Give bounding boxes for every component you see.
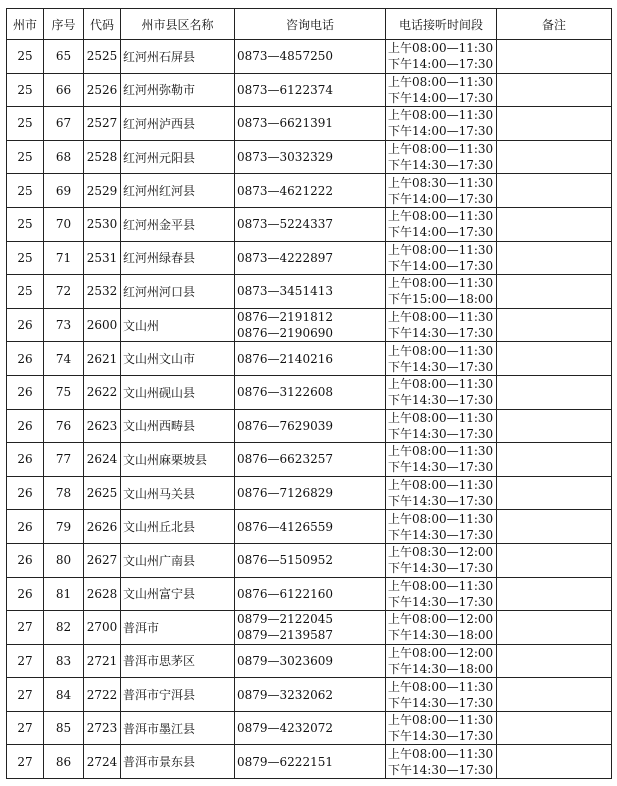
- cell-hours: [386, 241, 497, 275]
- cell-code: 2721: [84, 644, 121, 678]
- table-row: [7, 308, 612, 342]
- cell-name: 红河州红河县: [121, 174, 235, 208]
- cell-hours: [386, 409, 497, 443]
- hours-line: 上午08:00—12:00: [388, 645, 494, 660]
- cell-hours: [386, 476, 497, 510]
- cell-zhou: 26: [7, 543, 44, 577]
- phone-number: 0879—4232072: [237, 721, 333, 736]
- cell-hours: [386, 543, 497, 577]
- header-hours: 电话接听时间段: [386, 9, 497, 40]
- cell-seq: 84: [44, 678, 84, 712]
- cell-hours: [386, 140, 497, 174]
- cell-zhou: 25: [7, 73, 44, 107]
- cell-hours: [386, 40, 497, 74]
- phone-number: 0873—6621391: [237, 116, 333, 131]
- cell-hours: [386, 644, 497, 678]
- table-row: [7, 174, 612, 208]
- hours-line: 上午08:00—11:30: [388, 679, 494, 694]
- cell-zhou: 25: [7, 275, 44, 309]
- hours-line: 上午08:00—11:30: [388, 444, 494, 459]
- table-row: [7, 476, 612, 510]
- table-row: [7, 644, 612, 678]
- hours-line: 下午14:30—17:30: [388, 762, 494, 777]
- cell-note: [497, 443, 612, 477]
- cell-seq: 77: [44, 443, 84, 477]
- hours-line: 上午08:00—11:30: [388, 74, 494, 89]
- hours-line: 下午15:00—18:00: [388, 292, 494, 307]
- hours-line: 下午14:30—18:00: [388, 661, 494, 676]
- cell-name: 文山州麻栗坡县: [121, 443, 235, 477]
- hours-line: 下午14:30—17:30: [388, 594, 494, 609]
- cell-zhou: 25: [7, 174, 44, 208]
- cell-name: 文山州富宁县: [121, 577, 235, 611]
- table-row: [7, 73, 612, 107]
- table-row: [7, 275, 612, 309]
- phone-number: 0873—4857250: [237, 49, 333, 64]
- hours-line: 下午14:30—18:00: [388, 628, 494, 643]
- cell-zhou: 26: [7, 510, 44, 544]
- cell-phone: [235, 611, 386, 645]
- header-row: [7, 9, 612, 40]
- cell-note: [497, 611, 612, 645]
- cell-hours: [386, 745, 497, 779]
- cell-zhou: 26: [7, 476, 44, 510]
- cell-note: [497, 644, 612, 678]
- phone-number: 0876—4126559: [237, 519, 333, 534]
- cell-seq: 78: [44, 476, 84, 510]
- cell-code: 2623: [84, 409, 121, 443]
- cell-code: 2528: [84, 140, 121, 174]
- cell-zhou: 27: [7, 644, 44, 678]
- cell-name: 红河州元阳县: [121, 140, 235, 174]
- hours-line: 下午14:30—17:30: [388, 695, 494, 710]
- cell-hours: [386, 577, 497, 611]
- cell-name: 红河州河口县: [121, 275, 235, 309]
- cell-note: [497, 476, 612, 510]
- phone-number: 0873—3451413: [237, 284, 333, 299]
- hours-line: 下午14:30—17:30: [388, 561, 494, 576]
- cell-name: 普洱市宁洱县: [121, 678, 235, 712]
- cell-phone: [235, 375, 386, 409]
- table-row: [7, 107, 612, 141]
- cell-note: [497, 107, 612, 141]
- phone-number: 0873—4621222: [237, 183, 333, 198]
- cell-zhou: 26: [7, 577, 44, 611]
- hours-line: 下午14:00—17:30: [388, 57, 494, 72]
- cell-zhou: 25: [7, 241, 44, 275]
- cell-phone: [235, 510, 386, 544]
- cell-hours: [386, 73, 497, 107]
- cell-note: [497, 543, 612, 577]
- phone-number: 0879—6222151: [237, 754, 333, 769]
- hours-line: 上午08:00—12:00: [388, 612, 494, 627]
- cell-name: 红河州弥勒市: [121, 73, 235, 107]
- cell-name: 普洱市思茅区: [121, 644, 235, 678]
- cell-seq: 82: [44, 611, 84, 645]
- header-code: 代码: [84, 9, 121, 40]
- cell-note: [497, 207, 612, 241]
- cell-code: 2722: [84, 678, 121, 712]
- hours-line: 上午08:00—11:30: [388, 478, 494, 493]
- cell-zhou: 26: [7, 375, 44, 409]
- hours-line: 上午08:00—11:30: [388, 343, 494, 358]
- cell-seq: 83: [44, 644, 84, 678]
- cell-hours: [386, 510, 497, 544]
- cell-code: 2628: [84, 577, 121, 611]
- cell-name: 普洱市墨江县: [121, 711, 235, 745]
- cell-name: 文山州西畴县: [121, 409, 235, 443]
- cell-phone: [235, 174, 386, 208]
- hours-line: 下午14:30—17:30: [388, 460, 494, 475]
- table-row: [7, 40, 612, 74]
- cell-code: 2527: [84, 107, 121, 141]
- cell-phone: [235, 476, 386, 510]
- cell-phone: [235, 107, 386, 141]
- hours-line: 上午08:30—12:00: [388, 545, 494, 560]
- hours-line: 上午08:00—11:30: [388, 377, 494, 392]
- phone-number: 0876—6623257: [237, 452, 333, 467]
- cell-seq: 76: [44, 409, 84, 443]
- cell-code: 2700: [84, 611, 121, 645]
- cell-phone: [235, 409, 386, 443]
- table-row: [7, 375, 612, 409]
- cell-code: 2529: [84, 174, 121, 208]
- cell-note: [497, 275, 612, 309]
- cell-code: 2600: [84, 308, 121, 342]
- cell-zhou: 26: [7, 308, 44, 342]
- cell-hours: [386, 342, 497, 376]
- cell-zhou: 27: [7, 745, 44, 779]
- cell-seq: 86: [44, 745, 84, 779]
- table-row: [7, 543, 612, 577]
- cell-code: 2526: [84, 73, 121, 107]
- table-row: [7, 611, 612, 645]
- cell-phone: [235, 207, 386, 241]
- cell-name: 红河州金平县: [121, 207, 235, 241]
- phone-number: 0873—3032329: [237, 150, 333, 165]
- cell-zhou: 26: [7, 443, 44, 477]
- hours-line: 下午14:00—17:30: [388, 90, 494, 105]
- cell-seq: 74: [44, 342, 84, 376]
- phone-number: 0876—2191812: [237, 310, 333, 325]
- table-row: [7, 678, 612, 712]
- cell-note: [497, 745, 612, 779]
- cell-note: [497, 510, 612, 544]
- cell-code: 2625: [84, 476, 121, 510]
- hours-line: 上午08:00—11:30: [388, 276, 494, 291]
- cell-note: [497, 241, 612, 275]
- phone-number: 0876—3122608: [237, 385, 333, 400]
- cell-seq: 73: [44, 308, 84, 342]
- hours-line: 下午14:00—17:30: [388, 258, 494, 273]
- cell-name: 普洱市: [121, 611, 235, 645]
- cell-name: 文山州文山市: [121, 342, 235, 376]
- cell-name: 文山州马关县: [121, 476, 235, 510]
- phone-number: 0876—6122160: [237, 586, 333, 601]
- cell-name: 文山州广南县: [121, 543, 235, 577]
- cell-seq: 65: [44, 40, 84, 74]
- hours-line: 上午08:00—11:30: [388, 578, 494, 593]
- table-row: [7, 241, 612, 275]
- hours-line: 上午08:00—11:30: [388, 142, 494, 157]
- cell-note: [497, 174, 612, 208]
- cell-code: 2622: [84, 375, 121, 409]
- cell-seq: 67: [44, 107, 84, 141]
- cell-seq: 68: [44, 140, 84, 174]
- cell-seq: 71: [44, 241, 84, 275]
- phone-number: 0876—5150952: [237, 553, 333, 568]
- table-row: [7, 140, 612, 174]
- table-row: [7, 207, 612, 241]
- cell-phone: [235, 443, 386, 477]
- cell-code: 2531: [84, 241, 121, 275]
- cell-seq: 70: [44, 207, 84, 241]
- cell-seq: 85: [44, 711, 84, 745]
- cell-zhou: 27: [7, 611, 44, 645]
- cell-hours: [386, 308, 497, 342]
- cell-note: [497, 40, 612, 74]
- cell-code: 2626: [84, 510, 121, 544]
- hours-line: 上午08:00—11:30: [388, 713, 494, 728]
- table-row: [7, 510, 612, 544]
- cell-name: 普洱市景东县: [121, 745, 235, 779]
- hours-line: 下午14:30—17:30: [388, 393, 494, 408]
- cell-hours: [386, 107, 497, 141]
- hours-line: 上午08:00—11:30: [388, 108, 494, 123]
- hours-line: 下午14:30—17:30: [388, 527, 494, 542]
- cell-phone: [235, 678, 386, 712]
- cell-note: [497, 342, 612, 376]
- cell-seq: 69: [44, 174, 84, 208]
- cell-zhou: 26: [7, 342, 44, 376]
- cell-phone: [235, 308, 386, 342]
- cell-zhou: 25: [7, 140, 44, 174]
- header-seq: 序号: [44, 9, 84, 40]
- cell-phone: [235, 275, 386, 309]
- hours-line: 下午14:30—17:30: [388, 426, 494, 441]
- hours-line: 下午14:30—17:30: [388, 326, 494, 341]
- phone-number: 0876—7629039: [237, 418, 333, 433]
- cell-code: 2624: [84, 443, 121, 477]
- cell-phone: [235, 73, 386, 107]
- table-body: [7, 40, 612, 779]
- phone-number: 0879—3023609: [237, 653, 333, 668]
- cell-seq: 79: [44, 510, 84, 544]
- cell-phone: [235, 577, 386, 611]
- cell-zhou: 27: [7, 678, 44, 712]
- cell-note: [497, 711, 612, 745]
- cell-phone: [235, 543, 386, 577]
- table-row: [7, 745, 612, 779]
- cell-phone: [235, 644, 386, 678]
- phone-number: 0876—2140216: [237, 351, 333, 366]
- cell-code: 2621: [84, 342, 121, 376]
- cell-hours: [386, 207, 497, 241]
- cell-name: 红河州绿春县: [121, 241, 235, 275]
- cell-zhou: 26: [7, 409, 44, 443]
- cell-name: 文山州丘北县: [121, 510, 235, 544]
- hours-line: 下午14:30—17:30: [388, 729, 494, 744]
- cell-name: 红河州石屏县: [121, 40, 235, 74]
- cell-zhou: 25: [7, 40, 44, 74]
- hours-line: 上午08:00—11:30: [388, 209, 494, 224]
- cell-note: [497, 140, 612, 174]
- cell-phone: [235, 241, 386, 275]
- cell-hours: [386, 275, 497, 309]
- cell-seq: 81: [44, 577, 84, 611]
- cell-hours: [386, 611, 497, 645]
- cell-name: 红河州泸西县: [121, 107, 235, 141]
- cell-hours: [386, 375, 497, 409]
- phone-number: 0879—2122045: [237, 612, 333, 627]
- hours-line: 上午08:00—11:30: [388, 410, 494, 425]
- phone-number: 0879—3232062: [237, 687, 333, 702]
- cell-hours: [386, 174, 497, 208]
- cell-hours: [386, 443, 497, 477]
- header-note: 备注: [497, 9, 612, 40]
- hours-line: 下午14:00—17:30: [388, 124, 494, 139]
- hours-line: 下午14:00—17:30: [388, 191, 494, 206]
- hotline-table: [6, 8, 612, 779]
- hours-line: 下午14:30—17:30: [388, 158, 494, 173]
- cell-code: 2532: [84, 275, 121, 309]
- hours-line: 下午14:30—17:30: [388, 494, 494, 509]
- cell-phone: [235, 745, 386, 779]
- cell-note: [497, 73, 612, 107]
- cell-code: 2530: [84, 207, 121, 241]
- cell-seq: 75: [44, 375, 84, 409]
- cell-phone: [235, 711, 386, 745]
- cell-zhou: 27: [7, 711, 44, 745]
- cell-seq: 66: [44, 73, 84, 107]
- table-row: [7, 409, 612, 443]
- hours-line: 上午08:00—11:30: [388, 242, 494, 257]
- cell-note: [497, 678, 612, 712]
- cell-note: [497, 409, 612, 443]
- phone-number: 0873—6122374: [237, 82, 333, 97]
- cell-seq: 72: [44, 275, 84, 309]
- phone-number: 0876—7126829: [237, 486, 333, 501]
- cell-code: 2627: [84, 543, 121, 577]
- cell-hours: [386, 711, 497, 745]
- hours-line: 下午14:00—17:30: [388, 225, 494, 240]
- hours-line: 下午14:30—17:30: [388, 359, 494, 374]
- phone-number: 0873—5224337: [237, 217, 333, 232]
- phone-number: 0876—2190690: [237, 326, 333, 341]
- cell-phone: [235, 40, 386, 74]
- hours-line: 上午08:00—11:30: [388, 41, 494, 56]
- phone-number: 0879—2139587: [237, 628, 333, 643]
- table-row: [7, 577, 612, 611]
- hours-line: 上午08:30—11:30: [388, 175, 494, 190]
- document-page: [6, 8, 612, 779]
- header-phone: 咨询电话: [235, 9, 386, 40]
- cell-zhou: 25: [7, 207, 44, 241]
- hours-line: 上午08:00—11:30: [388, 511, 494, 526]
- cell-seq: 80: [44, 543, 84, 577]
- cell-hours: [386, 678, 497, 712]
- table-row: [7, 342, 612, 376]
- cell-note: [497, 577, 612, 611]
- table-row: [7, 711, 612, 745]
- cell-code: 2724: [84, 745, 121, 779]
- hours-line: 上午08:00—11:30: [388, 310, 494, 325]
- table-row: [7, 443, 612, 477]
- cell-name: 文山州砚山县: [121, 375, 235, 409]
- hours-line: 上午08:00—11:30: [388, 746, 494, 761]
- cell-phone: [235, 342, 386, 376]
- cell-phone: [235, 140, 386, 174]
- header-name: 州市县区名称: [121, 9, 235, 40]
- header-zhou: 州市: [7, 9, 44, 40]
- cell-code: 2525: [84, 40, 121, 74]
- cell-note: [497, 375, 612, 409]
- cell-code: 2723: [84, 711, 121, 745]
- cell-name: 文山州: [121, 308, 235, 342]
- phone-number: 0873—4222897: [237, 250, 333, 265]
- cell-note: [497, 308, 612, 342]
- cell-zhou: 25: [7, 107, 44, 141]
